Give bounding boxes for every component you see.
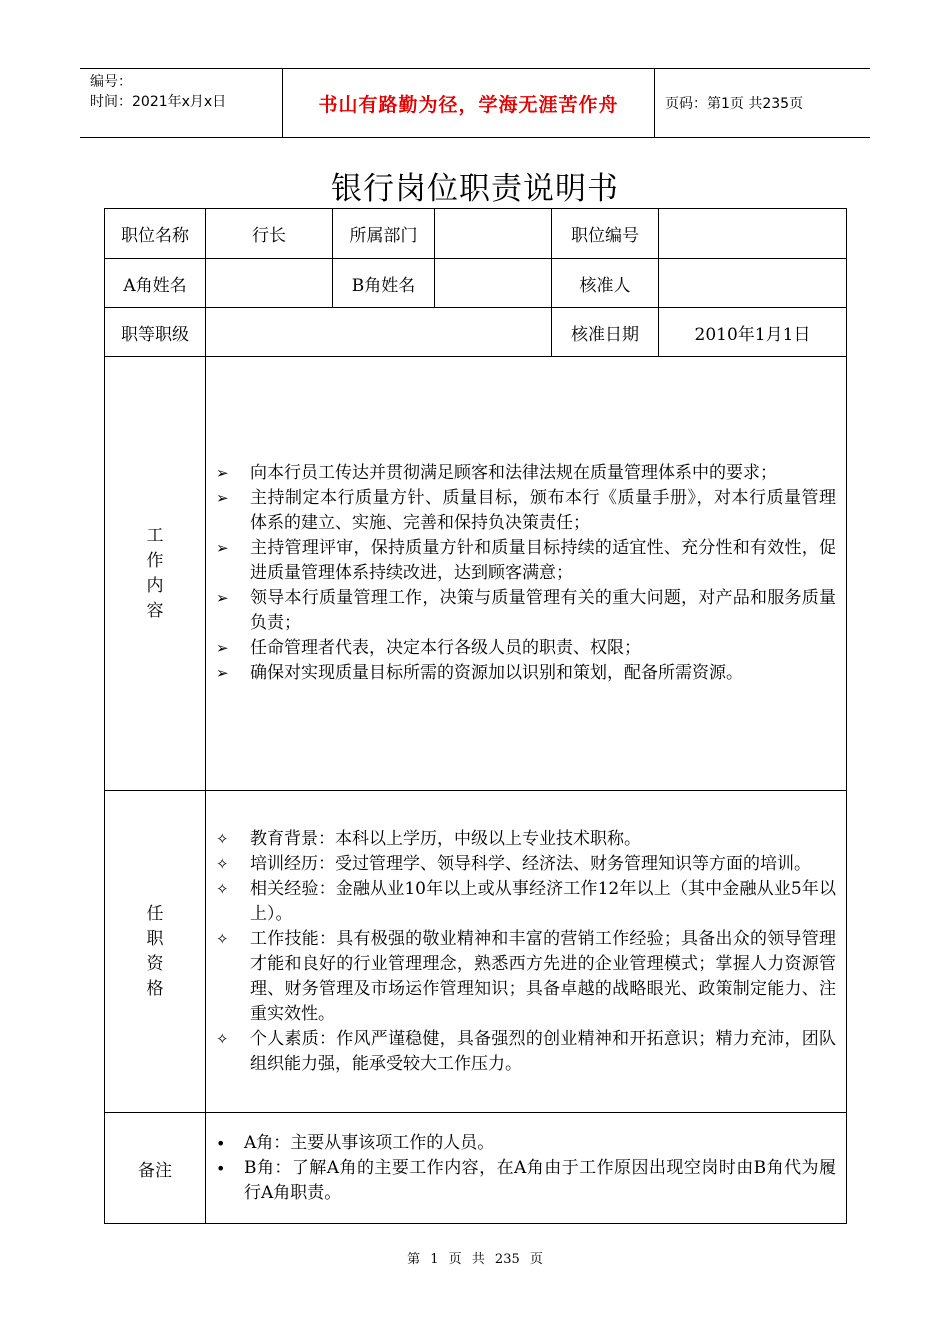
list-item	[216, 852, 836, 877]
list-item-text: 个人素质：作风严谨稳健，具备强烈的创业精神和开拓意识；精力充沛，团队组织能力强，能承受较大工作压力。	[250, 1028, 836, 1074]
list-item	[216, 1131, 836, 1156]
approval-date-value: 2010年1月1日	[659, 308, 847, 357]
bullet-icon: ➢	[216, 664, 229, 682]
list-item	[216, 877, 836, 927]
page-footer: 第 1 页 共 235 页	[407, 1252, 543, 1267]
document-header	[80, 68, 870, 138]
bullet-icon: ➢	[216, 589, 229, 607]
notes-row	[105, 1113, 847, 1224]
position-name-value: 行长	[206, 209, 333, 259]
list-item-text: 主持制定本行质量方针、质量目标，颁布本行《质量手册》，对本行质量管理体系的建立、实施、完善和保持负决策责任；	[250, 488, 836, 533]
qualifications-row	[105, 791, 847, 1113]
position-code-value	[659, 209, 847, 259]
list-item	[216, 636, 836, 661]
a-name-value	[206, 259, 333, 308]
list-item-text: 培训经历：受过管理学、领导科学、经济法、财务管理知识等方面的培训。	[250, 853, 811, 874]
time-label: 时间：2021年x月x日	[90, 94, 227, 110]
serial-label: 编号：	[90, 74, 132, 90]
list-item	[216, 461, 836, 486]
list-item-text: 工作技能：具有极强的敬业精神和丰富的营销工作经验；具备出众的领导管理才能和良好的行业管理理念，熟悉西方先进的企业管理模式；掌握人力资源管理、财务管理及市场运作管理知识；具备卓越的战略眼光、政策制定能力、注重实效性。	[250, 928, 836, 1024]
list-item-text: 任命管理者代表，决定本行各级人员的职责、权限；	[250, 638, 641, 658]
work-content-label-cell	[105, 357, 206, 791]
bullet-icon: ➢	[216, 489, 229, 507]
grade-value	[206, 308, 552, 357]
list-item-text: 领导本行质量管理工作，决策与质量管理有关的重大问题，对产品和服务质量负责；	[250, 588, 836, 633]
notes-list	[206, 1131, 846, 1206]
header-motto: 书山有路勤为径，学海无涯苦作舟	[318, 93, 619, 116]
header-motto-cell	[283, 69, 655, 137]
work-content-cell	[206, 357, 847, 791]
bullet-icon: ✧	[216, 1029, 229, 1048]
table-row	[105, 308, 847, 357]
page-title: 银行岗位职责说明书	[331, 171, 619, 207]
list-item	[216, 927, 836, 1027]
qualifications-cell	[206, 791, 847, 1113]
bullet-icon: ➢	[216, 464, 229, 482]
list-item	[216, 661, 836, 686]
qualifications-label-cell	[105, 791, 206, 1113]
a-name-label: A角姓名	[105, 259, 206, 308]
job-description-table	[104, 208, 847, 1224]
bullet-icon: ➢	[216, 639, 229, 657]
work-content-list	[206, 461, 846, 686]
bullet-icon: ✧	[216, 879, 229, 898]
bullet-icon: ➢	[216, 539, 229, 557]
grade-label: 职等职级	[105, 308, 206, 357]
work-content-row	[105, 357, 847, 791]
list-item-text: A角：主要从事该项工作的人员。	[244, 1132, 495, 1153]
approval-date-label: 核准日期	[552, 308, 659, 357]
table-row	[105, 259, 847, 308]
list-item	[216, 486, 836, 536]
qualifications-list	[206, 827, 846, 1077]
list-item	[216, 536, 836, 586]
list-item-text: 主持管理评审，保持质量方针和质量目标持续的适宜性、充分性和有效性，促进质量管理体系持续改进，达到顾客满意；	[250, 538, 836, 583]
approver-value	[659, 259, 847, 308]
work-content-label: 工作内容	[146, 525, 164, 621]
list-item	[216, 1027, 836, 1077]
table-row	[105, 209, 847, 259]
approver-label: 核准人	[552, 259, 659, 308]
bullet-icon: ✧	[216, 929, 229, 948]
department-label: 所属部门	[333, 209, 435, 259]
bullet-icon: •	[216, 1133, 226, 1153]
list-item	[216, 827, 836, 852]
department-value	[435, 209, 552, 259]
b-name-value	[435, 259, 552, 308]
b-name-label: B角姓名	[333, 259, 435, 308]
list-item	[216, 586, 836, 636]
notes-label: 备注	[105, 1113, 206, 1224]
header-page-info: 页码：第1页 共235页	[665, 96, 804, 112]
position-name-label: 职位名称	[105, 209, 206, 259]
qualifications-label: 任职资格	[146, 903, 164, 999]
list-item	[216, 1156, 836, 1206]
list-item-text: 相关经验：金融从业10年以上或从事经济工作12年以上（其中金融从业5年以上）。	[250, 878, 837, 924]
position-code-label: 职位编号	[552, 209, 659, 259]
list-item-text: 确保对实现质量目标所需的资源加以识别和策划，配备所需资源。	[250, 663, 743, 683]
bullet-icon: ✧	[216, 829, 229, 848]
list-item-text: 向本行员工传达并贯彻满足顾客和法律法规在质量管理体系中的要求；	[250, 463, 777, 483]
bullet-icon: •	[216, 1158, 226, 1178]
bullet-icon: ✧	[216, 854, 229, 873]
notes-cell	[206, 1113, 847, 1224]
list-item-text: 教育背景：本科以上学历，中级以上专业技术职称。	[250, 828, 641, 849]
list-item-text: B角：了解A角的主要工作内容，在A角由于工作原因出现空岗时由B角代为履行A角职责。	[244, 1157, 836, 1203]
header-meta	[80, 69, 283, 137]
